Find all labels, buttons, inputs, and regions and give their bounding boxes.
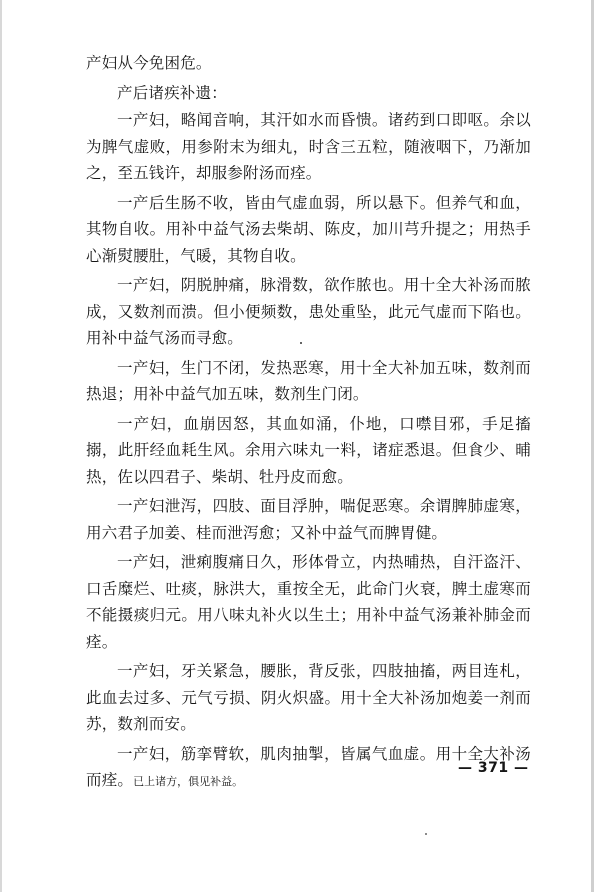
paragraph-case-7: 一产妇，泄痢腹痛日久，形体骨立，内热晡热，自汗盗汗、口舌糜烂、吐痰，脉洪大，重按全无，此命门火衰，脾土虚寒而不能摄痰归元。用八味丸补火以生土；用补中益气汤兼补肺金而痊。 xyxy=(86,553,531,651)
section-heading: 产后诸疾补遗： xyxy=(117,83,227,102)
paragraph-case-3: 一产妇，阴脱肿痛，脉滑数，欲作脓也。用十全大补汤而脓成，又数剂而溃。但小便频数，患处重坠，此元气虚而下陷也。用补中益气汤而寻愈。 xyxy=(86,276,531,347)
paragraph-continuation: 产妇从今免困危。 xyxy=(86,54,212,72)
paragraph-case-9-main: 一产妇，筋挛臂软，肌肉抽掣，皆属气血虚。用十全大补汤而痊。 xyxy=(86,744,531,789)
paragraph-case-1: 一产妇，略闻音响，其汗如水而昏愦。诸药到口即呕。余以为脾气虚败，用参附末为细丸，时含三五粒，随液咽下，乃渐加之，至五钱许，却服参附汤而痊。 xyxy=(86,111,531,182)
page-number: — 371 — xyxy=(458,760,529,776)
paragraph-case-2: 一产后生肠不收，皆由气虚血弱，所以悬下。但养气和血，其物自收。用补中益气汤去柴胡、陈皮，加川芎升提之；用热手心渐熨腰肚，气暖，其物自收。 xyxy=(86,193,531,265)
paragraph-case-9-note: 已上诸方，俱见补益。 xyxy=(133,775,244,788)
document-body xyxy=(86,50,531,799)
paragraph-case-6: 一产妇泄泻，四肢、面目浮肿，喘促恶寒。余谓脾肺虚寒，用六君子加姜、桂而泄泻愈；又补中益气而脾胃健。 xyxy=(86,497,531,542)
paragraph-case-4: 一产妇，生门不闭，发热恶寒，用十全大补加五味，数剂而热退；用补中益气加五味，数剂生门闭。 xyxy=(86,358,531,403)
print-speck xyxy=(300,342,302,344)
paragraph-case-8: 一产妇，牙关紧急，腰胀，背反张，四肢抽搐，两目连札，此血去过多、元气亏损、阴火炽盛。用十全大补汤加炮姜一剂而苏，数剂而安。 xyxy=(86,662,531,733)
paragraph-case-5: 一产妇，血崩因怒，其血如涌，仆地，口噤目邪，手足搐搦，此肝经血耗生风。余用六味丸一料，诸症悉退。但食少、晡热，佐以四君子、柴胡、牡丹皮而愈。 xyxy=(86,414,531,486)
print-speck xyxy=(425,833,427,835)
